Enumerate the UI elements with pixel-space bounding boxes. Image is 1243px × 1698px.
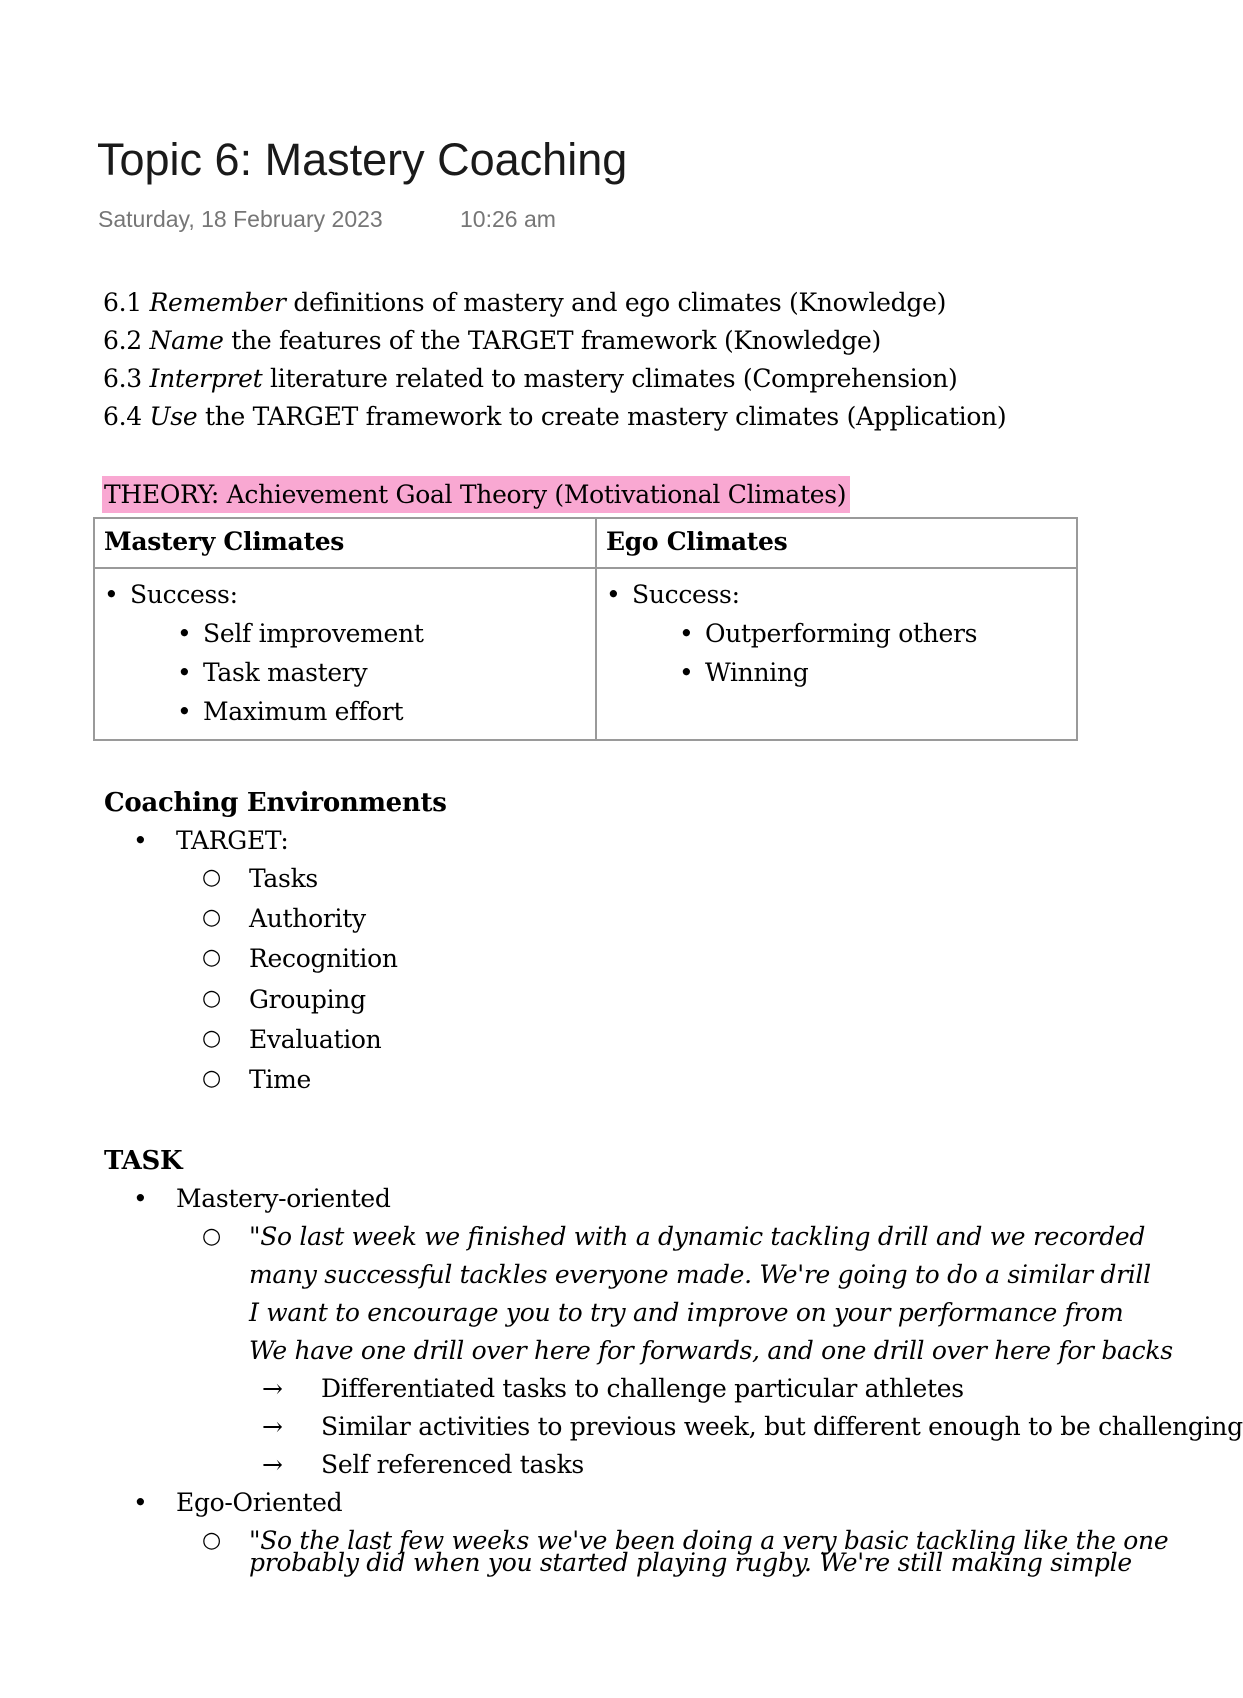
objective-6-2: 6.2 Name the features of the TARGET framework (Knowledge) [103,326,881,355]
circle-bullet-icon: ○ [202,905,222,930]
objective-6-1: 6.1 Remember definitions of mastery and ego climates (Knowledge) [103,288,947,317]
page-date-time [98,206,556,233]
list-item: Tasks [249,864,318,893]
ego-quote-line: probably did when you started playing rugby. We're still making simple [249,1548,1132,1577]
mastery-quote-line: many successful tackles everyone made. We're going to do a similar drill [249,1260,1151,1289]
page-time: 10:26 am [460,206,556,232]
list-item: • Success: [606,580,740,609]
list-item: Grouping [249,985,366,1014]
list-item: Evaluation [249,1025,382,1054]
mastery-climates-header: Mastery Climates [94,518,596,568]
circle-bullet-icon: ○ [202,945,222,970]
arrow-right-icon: → [262,1412,283,1441]
list-item: Authority [249,904,366,933]
bullet-icon: • [133,1488,148,1517]
circle-bullet-icon: ○ [202,1026,222,1051]
mastery-oriented-label: Mastery-oriented [176,1184,391,1213]
list-item: • Success: [104,580,238,609]
circle-bullet-icon: ○ [202,1066,222,1091]
list-item: • Self improvement [177,619,424,648]
ego-quote-clipped [249,1548,1209,1577]
mastery-climates-cell [94,568,596,740]
arrow-right-icon: → [262,1450,283,1479]
circle-bullet-icon: ○ [202,865,222,890]
bullet-icon: • [133,826,148,855]
circle-bullet-icon: ○ [202,986,222,1011]
objective-6-3: 6.3 Interpret literature related to mastery climates (Comprehension) [103,364,958,393]
mastery-quote-line: We have one drill over here for forwards, and one drill over here for backs [249,1336,1173,1365]
theory-highlight: THEORY: Achievement Goal Theory (Motivational Climates) [102,476,850,513]
ego-climates-header: Ego Climates [596,518,1077,568]
mastery-quote-line: I want to encourage you to try and improve on your performance from [249,1298,1124,1327]
list-item: Recognition [249,944,398,973]
list-item: • Winning [679,658,809,687]
arrow-right-icon: → [262,1374,283,1403]
ego-quote-line: "So the last few weeks we've been doing a very basic tackling like the one [249,1526,1169,1555]
bullet-icon: • [133,1184,148,1213]
ego-oriented-label: Ego-Oriented [176,1488,343,1517]
objective-6-4: 6.4 Use the TARGET framework to create mastery climates (Application) [103,402,1007,431]
coaching-environments-heading: Coaching Environments [104,788,447,818]
page-date: Saturday, 18 February 2023 [98,206,383,232]
mastery-point: Similar activities to previous week, but different enough to be challenging [321,1412,1243,1441]
mastery-point: Self referenced tasks [321,1450,584,1479]
ego-climates-cell [596,568,1077,740]
list-item: • Task mastery [177,658,368,687]
list-item: • Outperforming others [679,619,978,648]
list-item: Time [249,1065,311,1094]
target-label: TARGET: [176,826,289,855]
task-heading: TASK [104,1146,183,1176]
mastery-quote-line: "So last week we finished with a dynamic tackling drill and we recorded [249,1222,1146,1251]
circle-bullet-icon: ○ [202,1224,222,1249]
climates-table [93,517,1078,741]
mastery-point: Differentiated tasks to challenge particular athletes [321,1374,964,1403]
page-title: Topic 6: Mastery Coaching [97,134,628,185]
circle-bullet-icon: ○ [202,1528,222,1553]
list-item: • Maximum effort [177,697,404,726]
